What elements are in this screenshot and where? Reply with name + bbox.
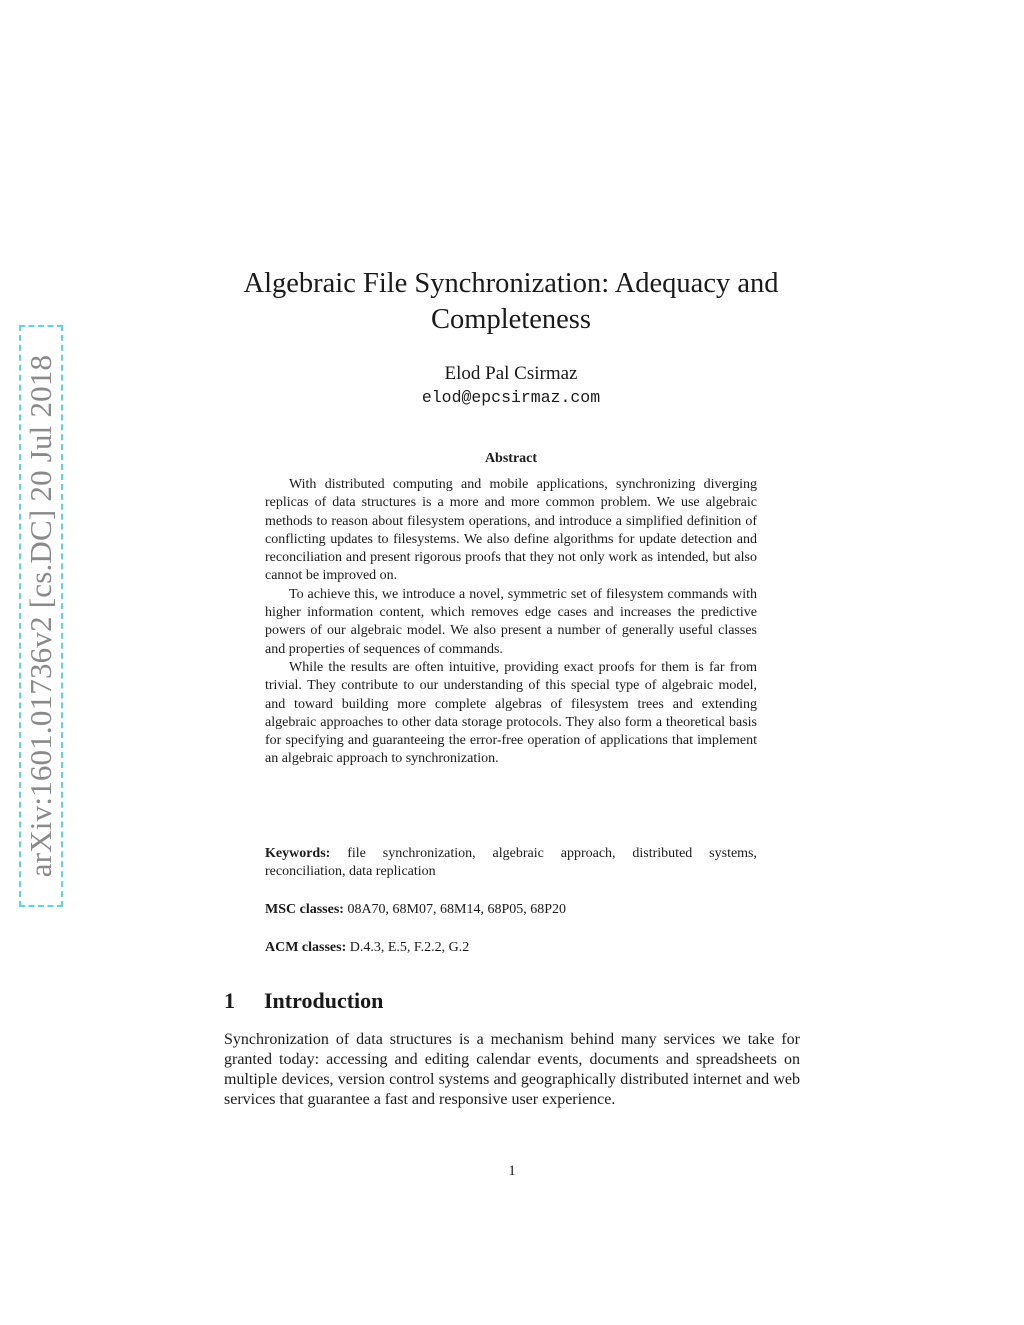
paper-title: Algebraic File Synchronization: Adequacy and Completeness bbox=[243, 268, 779, 335]
msc-label: MSC classes: bbox=[265, 902, 344, 917]
abstract-paragraph-1: With distributed computing and mobile applications, synchronizing diverging replicas of data structures is a more and more common problem. We use algebraic methods to reason about filesystem operations, and introduce a simplified definition of conflicting updates to filesystems. We also define algorithms for update detection and reconciliation and present rigorous proofs that they not only work as intended, but also cannot be improved on. bbox=[265, 477, 757, 584]
acm-label: ACM classes: bbox=[265, 940, 347, 955]
section-title: Introduction bbox=[264, 988, 384, 1013]
keywords-value: file synchronization, algebraic approach, distributed systems, reconciliation, data replication bbox=[265, 846, 758, 880]
arxiv-identifier: arXiv:1601.01736v2 [cs.DC] 20 Jul 2018 bbox=[23, 354, 58, 878]
acm-value: D.4.3, E.5, F.2.2, G.2 bbox=[349, 940, 470, 955]
author-email: elod@epcsirmaz.com bbox=[421, 388, 601, 407]
msc-value: 08A70, 68M07, 68M14, 68P05, 68P20 bbox=[347, 902, 567, 917]
section-number: 1 bbox=[224, 988, 235, 1013]
page-number: 1 bbox=[508, 1163, 516, 1179]
keywords-line bbox=[265, 845, 757, 882]
introduction-paragraph: Synchronization of data structures is a mechanism behind many services we take for granted today: accessing and editing calendar events, documents and spreadsheets on multiple devices, version control systems and geographically distributed internet and web services that guarantee a fast and responsive user experience. bbox=[224, 1031, 800, 1108]
msc-classes-line bbox=[265, 901, 757, 919]
abstract-body bbox=[265, 476, 757, 769]
section-heading bbox=[224, 986, 383, 1016]
keywords-label: Keywords: bbox=[265, 846, 331, 861]
abstract-paragraph-3: While the results are often intuitive, providing exact proofs for them is far from trivial. They contribute to our understanding of this special type of algebraic model, and toward building more complete algebras of filesystem trees and extending algebraic approaches to other data storage protocols. They also form a theoretical basis for specifying and guaranteeing the error-free operation of applications that implement an algebraic approach to synchronization. bbox=[265, 659, 757, 767]
abstract-paragraph-2: To achieve this, we introduce a novel, symmetric set of filesystem commands with higher information content, which removes edge cases and increases the predictive powers of our algebraic model. We also present a number of generally useful classes and properties of sequences of commands. bbox=[265, 586, 757, 657]
abstract-heading: Abstract bbox=[484, 451, 538, 466]
author-name: Elod Pal Csirmaz bbox=[444, 363, 578, 384]
acm-classes-line bbox=[265, 939, 757, 957]
